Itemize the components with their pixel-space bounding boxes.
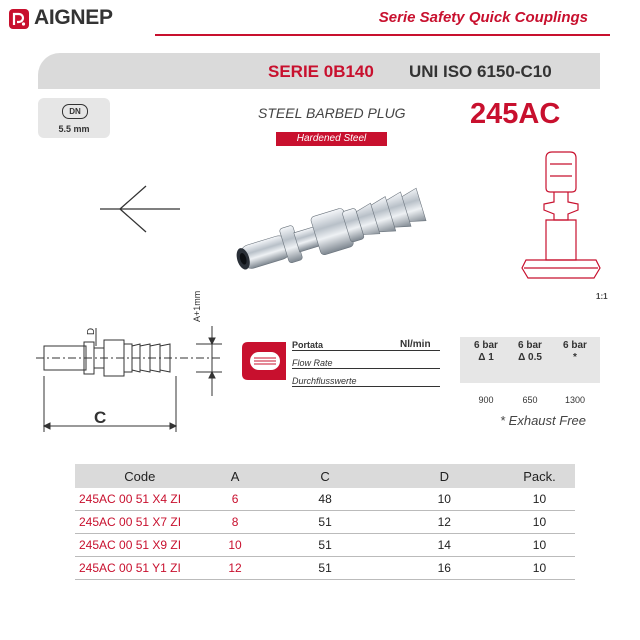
header-c: C	[265, 464, 384, 488]
row-a: 10	[205, 534, 266, 557]
serie-label: SERIE 0B140	[268, 62, 374, 81]
technical-drawing	[36, 306, 222, 438]
flow-value-2: 650	[522, 395, 538, 405]
product-name: STEEL BARBED PLUG	[258, 105, 406, 121]
standard-label: UNI ISO 6150-C10	[409, 62, 552, 81]
row-pack: 10	[504, 488, 575, 511]
flow-row-flow-rate: Flow Rate	[292, 358, 440, 369]
row-pack: 10	[504, 557, 575, 580]
flow-col-1-line1: 6 bar	[474, 340, 498, 351]
row-d: 16	[385, 557, 504, 580]
flow-col-2-line1: 6 bar	[518, 340, 542, 351]
flow-col-3-line1: 6 bar	[563, 340, 587, 351]
dn-label: DN	[62, 104, 88, 119]
dn-value: 5.5 mm	[58, 124, 90, 134]
brand-name: AIGNEP	[34, 6, 113, 29]
barb-symbol-icon	[98, 182, 182, 236]
flow-unit: Nl/min	[400, 339, 431, 350]
side-profile-drawing	[518, 148, 604, 290]
material-badge: Hardened Steel	[276, 132, 387, 146]
header-pack: Pack.	[504, 464, 575, 488]
header-divider	[155, 34, 590, 36]
dim-a-label: A+1mm	[192, 290, 202, 322]
row-c: 51	[265, 534, 384, 557]
header-d: D	[385, 464, 504, 488]
table-row	[75, 534, 575, 557]
scale-label: 1:1	[596, 292, 608, 301]
dim-d-label: D	[86, 327, 98, 336]
flow-row-portata: Portata	[292, 340, 440, 351]
series-title: Serie Safety Quick Couplings	[378, 9, 588, 26]
row-c: 51	[265, 511, 384, 534]
header-divider-end	[588, 34, 610, 36]
table-header-row	[75, 464, 575, 488]
flow-col-1-line2: Δ 1	[478, 352, 494, 363]
row-c: 48	[265, 488, 384, 511]
table-row	[75, 557, 575, 580]
header-code: Code	[75, 464, 205, 488]
flow-value-3: 1300	[564, 395, 586, 405]
flow-col-1	[464, 340, 508, 364]
row-c: 51	[265, 557, 384, 580]
table-row	[75, 488, 575, 511]
flow-col-2	[508, 340, 552, 364]
flow-rate-icon	[240, 340, 290, 382]
row-d: 10	[385, 488, 504, 511]
flow-value-1: 900	[478, 395, 494, 405]
flow-col-3	[553, 340, 597, 364]
flow-col-2-line2: Δ 0.5	[518, 352, 542, 363]
product-code: 245AC	[470, 98, 561, 130]
row-d: 12	[385, 511, 504, 534]
product-table	[75, 464, 575, 580]
row-d: 14	[385, 534, 504, 557]
row-a: 8	[205, 511, 266, 534]
dim-c-label: C	[94, 408, 107, 427]
row-code: 245AC 00 51 X4 ZI	[75, 488, 205, 511]
row-code: 245AC 00 51 X9 ZI	[75, 534, 205, 557]
row-a: 6	[205, 488, 266, 511]
row-code: 245AC 00 51 Y1 ZI	[75, 557, 205, 580]
aignep-logo-icon	[8, 8, 30, 30]
row-pack: 10	[504, 534, 575, 557]
product-photo	[226, 182, 448, 272]
row-code: 245AC 00 51 X7 ZI	[75, 511, 205, 534]
row-a: 12	[205, 557, 266, 580]
row-pack: 10	[504, 511, 575, 534]
header-a: A	[205, 464, 266, 488]
flow-col-3-line2: *	[573, 352, 577, 363]
flow-row-durchfluss: Durchflusswerte	[292, 376, 440, 387]
exhaust-note: * Exhaust Free	[500, 413, 586, 428]
table-row	[75, 511, 575, 534]
